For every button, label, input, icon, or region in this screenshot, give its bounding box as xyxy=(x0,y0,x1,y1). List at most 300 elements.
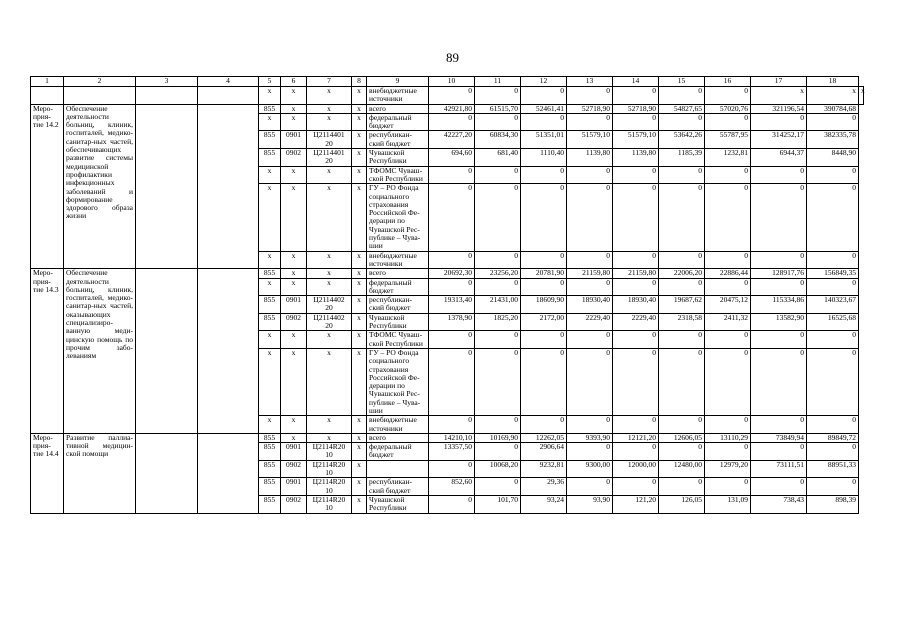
amount-cell: 0 xyxy=(429,416,475,434)
empty-cell xyxy=(136,433,198,513)
empty-cell xyxy=(31,87,64,105)
amount-cell: 0 xyxy=(521,331,567,349)
column-number-1: 1 xyxy=(31,77,64,87)
amount-cell: 0 xyxy=(659,166,705,184)
funding-source: ТФОМС Чуваш-ской Республики xyxy=(367,166,429,184)
code-cell: x xyxy=(281,251,307,269)
measure-number: Меро-прия-тие 14.3 xyxy=(31,269,64,434)
amount-cell: 0 xyxy=(705,348,751,415)
amount-cell: 0 xyxy=(705,416,751,434)
amount-cell: 0 xyxy=(751,443,807,461)
amount-cell: 0 xyxy=(705,278,751,296)
code-cell: 0901 xyxy=(281,296,307,314)
amount-cell: 0 xyxy=(613,251,659,269)
amount-cell: 0 xyxy=(705,478,751,496)
budget-table xyxy=(30,76,864,514)
code-cell: Ц2114R20 10 xyxy=(307,495,352,513)
funding-source: республикан-ский бюджет xyxy=(367,131,429,149)
amount-cell: 54827,65 xyxy=(659,104,705,113)
amount-cell: 12480,00 xyxy=(659,460,705,478)
code-cell: Ц2114R20 10 xyxy=(307,478,352,496)
amount-cell: 0 xyxy=(521,251,567,269)
amount-cell: 1139,80 xyxy=(567,149,613,167)
amount-cell: 8448,90 xyxy=(807,149,859,167)
amount-cell: 0 xyxy=(613,331,659,349)
column-number-15: 15 xyxy=(659,77,705,87)
amount-cell: 0 xyxy=(807,113,859,131)
code-cell: x xyxy=(281,166,307,184)
code-cell: 855 xyxy=(259,313,281,331)
amount-cell: 9300,00 xyxy=(567,460,613,478)
amount-cell: 10169,90 xyxy=(475,433,521,442)
amount-cell: 2229,40 xyxy=(567,313,613,331)
amount-cell: 0 xyxy=(807,348,859,415)
amount-cell: 21159,80 xyxy=(613,269,659,278)
funding-source: всего xyxy=(367,104,429,113)
amount-cell: 51579,10 xyxy=(567,131,613,149)
amount-cell: 0 xyxy=(429,348,475,415)
column-number-9: 9 xyxy=(367,77,429,87)
amount-cell: 29,36 xyxy=(521,478,567,496)
empty-cell xyxy=(198,269,259,434)
amount-cell: 21431,00 xyxy=(475,296,521,314)
amount-cell: 0 xyxy=(613,87,659,105)
code-cell: x xyxy=(259,348,281,415)
code-cell: x xyxy=(281,87,307,105)
amount-cell: 0 xyxy=(429,278,475,296)
column-number-5: 5 xyxy=(259,77,281,87)
amount-cell: 2318,58 xyxy=(659,313,705,331)
amount-cell: 0 xyxy=(705,184,751,251)
column-number-13: 13 xyxy=(567,77,613,87)
amount-cell: 0 xyxy=(521,87,567,105)
amount-cell: 390784,68 xyxy=(807,104,859,113)
code-cell: x xyxy=(307,416,352,434)
amount-cell: 23256,20 xyxy=(475,269,521,278)
amount-cell: 0 xyxy=(567,278,613,296)
funding-source: ТФОМС Чуваш-ской Республики xyxy=(367,331,429,349)
code-cell: 855 xyxy=(259,269,281,278)
empty-cell xyxy=(198,104,259,269)
amount-cell: 51579,10 xyxy=(613,131,659,149)
amount-cell: 0 xyxy=(567,331,613,349)
code-cell: x xyxy=(307,87,352,105)
code-cell: x xyxy=(307,269,352,278)
code-cell: 0901 xyxy=(281,478,307,496)
code-cell: x xyxy=(259,251,281,269)
amount-cell: 52718,90 xyxy=(567,104,613,113)
code-cell: x xyxy=(259,184,281,251)
funding-source: федеральный бюджет xyxy=(367,278,429,296)
amount-cell: 14210,10 xyxy=(429,433,475,442)
amount-cell: 0 xyxy=(475,348,521,415)
amount-cell: 140323,67 xyxy=(807,296,859,314)
code-cell: x xyxy=(281,104,307,113)
code-cell: x xyxy=(352,331,367,349)
amount-cell: 0 xyxy=(567,443,613,461)
amount-cell: 13582,90 xyxy=(751,313,807,331)
amount-cell: 12606,05 xyxy=(659,433,705,442)
amount-cell: 18930,40 xyxy=(613,296,659,314)
amount-cell: 0 xyxy=(659,331,705,349)
amount-cell: 0 xyxy=(429,113,475,131)
amount-cell: 12000,00 xyxy=(613,460,659,478)
amount-cell: 0 xyxy=(751,184,807,251)
code-cell: Ц2114R20 10 xyxy=(307,443,352,461)
amount-cell: 0 xyxy=(751,348,807,415)
amount-cell: 126,05 xyxy=(659,495,705,513)
code-cell: 0902 xyxy=(281,313,307,331)
amount-cell: 12121,20 xyxy=(613,433,659,442)
amount-cell: 52718,90 xyxy=(613,104,659,113)
column-number-6: 6 xyxy=(281,77,307,87)
amount-cell: 314252,17 xyxy=(751,131,807,149)
amount-cell: 89849,72 xyxy=(807,433,859,442)
code-cell: 0902 xyxy=(281,495,307,513)
amount-cell: 21159,80 xyxy=(567,269,613,278)
code-cell: 0902 xyxy=(281,149,307,167)
funding-source: Чувашской Республики xyxy=(367,495,429,513)
amount-cell: 0 xyxy=(751,416,807,434)
code-cell: x xyxy=(281,348,307,415)
amount-cell: 0 xyxy=(567,478,613,496)
code-cell: x xyxy=(307,104,352,113)
code-cell: x xyxy=(281,278,307,296)
amount-cell: 0 xyxy=(475,87,521,105)
amount-cell: 0 xyxy=(659,113,705,131)
code-cell: x xyxy=(352,87,367,105)
amount-cell: x xyxy=(751,87,807,105)
amount-cell: 51351,01 xyxy=(521,131,567,149)
code-cell: x xyxy=(352,296,367,314)
amount-cell: 20781,90 xyxy=(521,269,567,278)
amount-cell: 0 xyxy=(567,184,613,251)
amount-cell: 0 xyxy=(807,478,859,496)
column-number-7: 7 xyxy=(307,77,352,87)
code-cell: x xyxy=(281,416,307,434)
amount-cell: 0 xyxy=(567,113,613,131)
amount-cell: 101,70 xyxy=(475,495,521,513)
code-cell: 855 xyxy=(259,433,281,442)
amount-cell: 0 xyxy=(613,416,659,434)
amount-cell: 0 xyxy=(613,348,659,415)
amount-cell: 60834,30 xyxy=(475,131,521,149)
amount-cell: 73111,51 xyxy=(751,460,807,478)
measure-description: Обеспечение деятельности больниц, клиник, госпиталей, медико-санитар-ных частей, обеспечивающих развитие системы медицинской профилактики инфекционных заболеваний и формирование здорового образа жизни xyxy=(64,104,136,269)
amount-cell: 321196,54 xyxy=(751,104,807,113)
table-row xyxy=(31,104,864,113)
amount-cell: 382335,78 xyxy=(807,131,859,149)
code-cell: 855 xyxy=(259,495,281,513)
amount-cell: 0 xyxy=(807,251,859,269)
amount-cell: 0 xyxy=(429,251,475,269)
code-cell: 0901 xyxy=(281,443,307,461)
amount-cell: 0 xyxy=(613,113,659,131)
amount-cell: 0 xyxy=(475,166,521,184)
amount-cell: 0 xyxy=(659,184,705,251)
amount-cell: 18609,90 xyxy=(521,296,567,314)
amount-cell: 0 xyxy=(567,166,613,184)
amount-cell: 0 xyxy=(705,331,751,349)
column-number-17: 17 xyxy=(751,77,807,87)
amount-cell: 53642,26 xyxy=(659,131,705,149)
amount-cell: 0 xyxy=(705,113,751,131)
amount-cell: 13110,29 xyxy=(705,433,751,442)
empty-cell xyxy=(64,87,136,105)
funding-source: федеральный бюджет xyxy=(367,113,429,131)
column-number-3: 3 xyxy=(136,77,198,87)
measure-number: Меро-прия-тие 14.4 xyxy=(31,433,64,513)
measure-description: Обеспечение деятельности больниц, клиник, госпиталей, медико-санитар-ных частей, оказывающих специализиро-ванную меди-цинскую помощь по прочим забо-леваниям xyxy=(64,269,136,434)
amount-cell: 0 xyxy=(807,184,859,251)
amount-cell: 0 xyxy=(807,166,859,184)
code-cell: x xyxy=(352,478,367,496)
amount-cell: 131,09 xyxy=(705,495,751,513)
amount-cell: 0 xyxy=(567,348,613,415)
amount-cell: 681,40 xyxy=(475,149,521,167)
funding-source: ГУ – РО Фонда социального страхования Российской Фе-дерации по Чувашской Рес-публике – Чува-шии xyxy=(367,348,429,415)
code-cell: x xyxy=(259,87,281,105)
amount-cell: x xyxy=(859,87,864,105)
code-cell: Ц2114R20 10 xyxy=(307,460,352,478)
amount-cell: 16525,68 xyxy=(807,313,859,331)
amount-cell: 0 xyxy=(807,416,859,434)
amount-cell: 0 xyxy=(475,113,521,131)
code-cell: x xyxy=(352,348,367,415)
code-cell: x xyxy=(259,278,281,296)
amount-cell: 0 xyxy=(613,278,659,296)
code-cell: x xyxy=(307,278,352,296)
code-cell: x xyxy=(352,184,367,251)
code-cell: x xyxy=(307,348,352,415)
amount-cell: 12262,05 xyxy=(521,433,567,442)
amount-cell: 0 xyxy=(475,416,521,434)
amount-cell: 0 xyxy=(705,443,751,461)
funding-source: внебюджетные источники xyxy=(367,416,429,434)
amount-cell: 0 xyxy=(613,443,659,461)
column-number-18: 18 xyxy=(807,77,859,87)
amount-cell: 9393,90 xyxy=(567,433,613,442)
code-cell: x xyxy=(281,269,307,278)
page-number: 89 xyxy=(446,50,459,65)
amount-cell: 0 xyxy=(613,478,659,496)
amount-cell: 12979,20 xyxy=(705,460,751,478)
amount-cell: 20475,12 xyxy=(705,296,751,314)
code-cell: x xyxy=(259,416,281,434)
column-number-12: 12 xyxy=(521,77,567,87)
measure-description: Развитие паллиа-тивной медицин-ской помощи xyxy=(64,433,136,513)
code-cell: x xyxy=(281,433,307,442)
amount-cell: 42227,20 xyxy=(429,131,475,149)
empty-cell xyxy=(136,104,198,269)
empty-cell xyxy=(198,87,259,105)
code-cell: x xyxy=(259,331,281,349)
amount-cell: 0 xyxy=(807,443,859,461)
amount-cell: 0 xyxy=(659,348,705,415)
amount-cell: 0 xyxy=(567,87,613,105)
header-row xyxy=(31,77,864,87)
amount-cell: 19313,40 xyxy=(429,296,475,314)
code-cell: 855 xyxy=(259,443,281,461)
amount-cell: 0 xyxy=(751,251,807,269)
code-cell: x xyxy=(352,460,367,478)
amount-cell: 1378,90 xyxy=(429,313,475,331)
amount-cell: 88951,33 xyxy=(807,460,859,478)
code-cell: x xyxy=(307,166,352,184)
code-cell: 855 xyxy=(259,131,281,149)
code-cell: Ц2114402 20 xyxy=(307,313,352,331)
amount-cell: 115334,86 xyxy=(751,296,807,314)
column-number-8: 8 xyxy=(352,77,367,87)
amount-cell: 0 xyxy=(751,166,807,184)
amount-cell: 19687,62 xyxy=(659,296,705,314)
amount-cell: 22886,44 xyxy=(705,269,751,278)
code-cell: x xyxy=(259,113,281,131)
amount-cell: 55787,95 xyxy=(705,131,751,149)
amount-cell: 1185,39 xyxy=(659,149,705,167)
funding-source: внебюджетные источники xyxy=(367,251,429,269)
code-cell: 855 xyxy=(259,149,281,167)
amount-cell: 738,43 xyxy=(751,495,807,513)
column-number-16: 16 xyxy=(705,77,751,87)
amount-cell: 0 xyxy=(429,460,475,478)
code-cell: x xyxy=(352,443,367,461)
amount-cell: 0 xyxy=(475,331,521,349)
amount-cell: 1825,20 xyxy=(475,313,521,331)
amount-cell: 13357,50 xyxy=(429,443,475,461)
code-cell: x xyxy=(352,269,367,278)
funding-source: Чувашской Республики xyxy=(367,149,429,167)
amount-cell: 1139,80 xyxy=(613,149,659,167)
amount-cell: 0 xyxy=(521,416,567,434)
code-cell: x xyxy=(259,166,281,184)
funding-source: всего xyxy=(367,269,429,278)
amount-cell: x xyxy=(807,87,859,105)
amount-cell: 694,60 xyxy=(429,149,475,167)
column-number-4: 4 xyxy=(198,77,259,87)
amount-cell: 0 xyxy=(521,113,567,131)
code-cell: x xyxy=(352,131,367,149)
code-cell: Ц2114401 20 xyxy=(307,131,352,149)
amount-cell: 0 xyxy=(705,166,751,184)
amount-cell: 0 xyxy=(659,478,705,496)
amount-cell: 73849,94 xyxy=(751,433,807,442)
amount-cell: 0 xyxy=(705,87,751,105)
code-cell: x xyxy=(281,113,307,131)
amount-cell: 0 xyxy=(475,251,521,269)
amount-cell: 0 xyxy=(521,166,567,184)
amount-cell: 2229,40 xyxy=(613,313,659,331)
amount-cell: 93,90 xyxy=(567,495,613,513)
amount-cell: 898,39 xyxy=(807,495,859,513)
amount-cell: 1110,40 xyxy=(521,149,567,167)
amount-cell: 10068,20 xyxy=(475,460,521,478)
amount-cell: 0 xyxy=(751,278,807,296)
funding-source: Чувашской Республики xyxy=(367,313,429,331)
funding-source: ГУ – РО Фонда социального страхования Российской Фе-дерации по Чувашской Рес-публике – Чува-шии xyxy=(367,184,429,251)
amount-cell: 2906,64 xyxy=(521,443,567,461)
column-number-10: 10 xyxy=(429,77,475,87)
code-cell: x xyxy=(352,278,367,296)
code-cell: x xyxy=(352,113,367,131)
amount-cell: 9232,81 xyxy=(521,460,567,478)
code-cell: x xyxy=(352,313,367,331)
code-cell: x xyxy=(352,251,367,269)
funding-source: всего xyxy=(367,433,429,442)
code-cell: 855 xyxy=(259,296,281,314)
amount-cell: 57020,76 xyxy=(705,104,751,113)
amount-cell: 2172,00 xyxy=(521,313,567,331)
amount-cell: 0 xyxy=(807,278,859,296)
amount-cell: 0 xyxy=(475,443,521,461)
amount-cell: 0 xyxy=(521,278,567,296)
amount-cell: 0 xyxy=(659,251,705,269)
code-cell: x xyxy=(352,166,367,184)
amount-cell: 128917,76 xyxy=(751,269,807,278)
column-number-2: 2 xyxy=(64,77,136,87)
code-cell: 855 xyxy=(259,478,281,496)
amount-cell: 0 xyxy=(807,331,859,349)
amount-cell: 0 xyxy=(751,478,807,496)
amount-cell: 18930,40 xyxy=(567,296,613,314)
amount-cell: 1232,81 xyxy=(705,149,751,167)
funding-source: федеральный бюджет xyxy=(367,443,429,461)
code-cell: 855 xyxy=(259,104,281,113)
amount-cell: 0 xyxy=(659,443,705,461)
measure-number: Меро-прия-тие 14.2 xyxy=(31,104,64,269)
amount-cell: 0 xyxy=(659,87,705,105)
code-cell: x xyxy=(307,184,352,251)
amount-cell: 6944,37 xyxy=(751,149,807,167)
amount-cell: 0 xyxy=(521,348,567,415)
funding-source: республикан-ский бюджет xyxy=(367,478,429,496)
amount-cell: 0 xyxy=(475,278,521,296)
amount-cell: 0 xyxy=(475,478,521,496)
amount-cell: 0 xyxy=(751,331,807,349)
empty-cell xyxy=(198,433,259,513)
amount-cell: 20692,30 xyxy=(429,269,475,278)
amount-cell: 52461,41 xyxy=(521,104,567,113)
code-cell: x xyxy=(352,416,367,434)
code-cell: x xyxy=(307,433,352,442)
funding-source: республикан-ский бюджет xyxy=(367,296,429,314)
code-cell: x xyxy=(352,433,367,442)
amount-cell: 852,60 xyxy=(429,478,475,496)
amount-cell: 121,20 xyxy=(613,495,659,513)
empty-cell xyxy=(136,87,198,105)
funding-source xyxy=(367,460,429,478)
code-cell: Ц2114401 20 xyxy=(307,149,352,167)
amount-cell: 61515,70 xyxy=(475,104,521,113)
funding-source: внебюджетные источники xyxy=(367,87,429,105)
code-cell: 855 xyxy=(259,460,281,478)
table-row xyxy=(31,87,864,105)
code-cell: x xyxy=(307,113,352,131)
code-cell: x xyxy=(307,331,352,349)
amount-cell: 0 xyxy=(475,184,521,251)
code-cell: x xyxy=(352,495,367,513)
amount-cell: 0 xyxy=(429,184,475,251)
code-cell: Ц2114402 20 xyxy=(307,296,352,314)
amount-cell: 0 xyxy=(567,416,613,434)
amount-cell: 0 xyxy=(429,87,475,105)
code-cell: x xyxy=(352,149,367,167)
empty-cell xyxy=(136,269,198,434)
code-cell: x xyxy=(352,104,367,113)
amount-cell: 0 xyxy=(567,251,613,269)
amount-cell: 156849,35 xyxy=(807,269,859,278)
code-cell: 0902 xyxy=(281,460,307,478)
